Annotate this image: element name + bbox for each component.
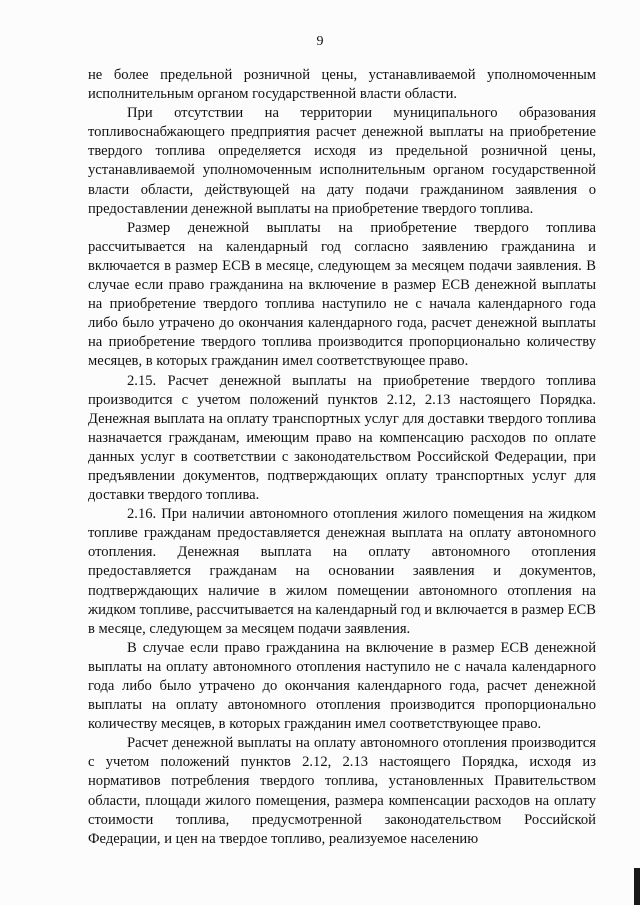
paragraph-right-change: В случае если право гражданина на включение в размер ЕСВ денежной выплаты на оплату автономного отопления наступило не с начала календарного года либо было утрачено до окончания календарного года, расчет денежной выплаты на оплату автономного отопления производится пропорционально количеству месяцев, в которых гражданин имел соответствующее право.: [88, 639, 596, 733]
paragraph-2-16: 2.16. При наличии автономного отопления жилого помещения на жидком топливе гражданам предоставляется денежная выплата на оплату автономного отопления. Денежная выплата на оплату автономного отопления предоставляется гражданам на основании заявления и документов, подтверждающих наличие в жилом помещении автономного отопления на жидком топливе, рассчитывается на календарный год и включается в размер ЕСВ в месяце, следующем за месяцем подачи заявления.: [88, 506, 596, 637]
page-number: 9: [316, 34, 324, 49]
paragraph-no-supplier: При отсутствии на территории муниципального образования топливоснабжающего предприятия расчет денежной выплаты на приобретение твердого топлива определяется исходя из предельной розничной цены, устанавливаемой уполномоченным исполнительным органом государственной власти области, действующей на дату подачи гражданином заявления о предоставлении денежной выплаты на приобретение твердого топлива.: [88, 105, 596, 217]
paragraph-2-15: 2.15. Расчет денежной выплаты на приобретение твердого топлива производится с учетом положений пунктов 2.12, 2.13 настоящего Порядка. Денежная выплата на оплату транспортных услуг для доставки твердого топлива назначается гражданам, имеющим право на компенсацию расходов по оплате данных услуг в соответствии с законодательством Российской Федерации, при предъявлении документов, подтверждающих оплату транспортных услуг для доставки твердого топлива.: [88, 372, 596, 504]
paragraph-autonomous-calculation: Расчет денежной выплаты на оплату автономного отопления производится с учетом положений пунктов 2.12, 2.13 настоящего Порядка, исходя из нормативов потребления твердого топлива, установленных Правительством области, площади жилого помещения, размера компенсации расходов на оплату стоимости топлива, предусмотренной законодательством Российской Федерации, и цен на твердое топливо, реализуемое населению: [88, 735, 596, 847]
scan-edge-mark: [634, 868, 640, 905]
document-body: [88, 66, 596, 849]
paragraph-payment-size: Размер денежной выплаты на приобретение твердого топлива рассчитывается на календарный год согласно заявлению гражданина и включается в размер ЕСВ в месяце, следующем за месяцем подачи заявления. В случае если право гражданина на включение в размер ЕСВ денежной выплаты на приобретение твердого топлива наступило не с начала календарного года либо было утрачено до окончания календарного года, расчет денежной выплаты на приобретение твердого топлива производится пропорционально количеству месяцев, в которых гражданин имел соответствующее право.: [88, 219, 596, 370]
paragraph-continuation: не более предельной розничной цены, устанавливаемой уполномоченным исполнительным органом государственной власти области.: [88, 67, 596, 103]
